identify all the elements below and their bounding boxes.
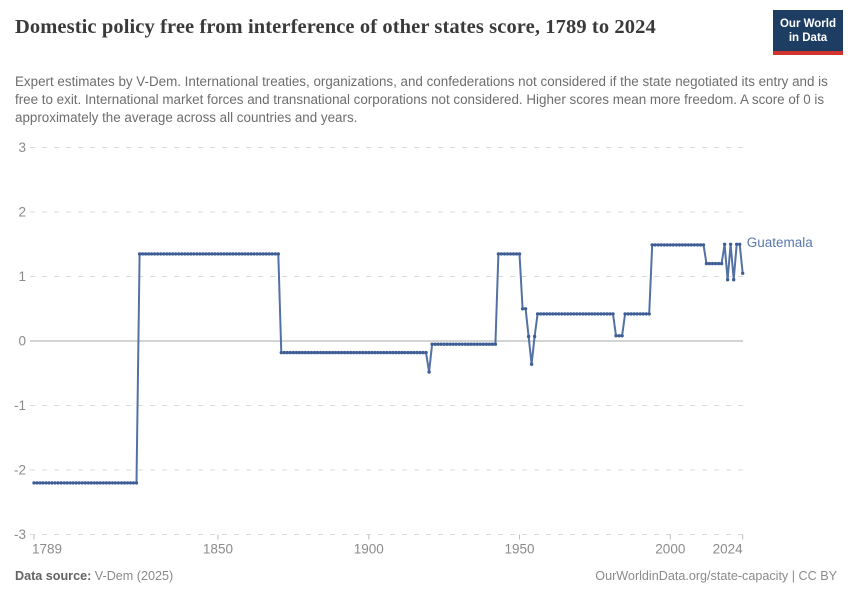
data-point[interactable] xyxy=(400,351,403,354)
data-point[interactable] xyxy=(364,351,367,354)
data-point[interactable] xyxy=(32,481,35,484)
owid-logo-line2: in Data xyxy=(788,32,828,44)
data-point[interactable] xyxy=(123,481,126,484)
data-point[interactable] xyxy=(430,343,433,346)
data-point[interactable] xyxy=(219,252,222,255)
data-point[interactable] xyxy=(485,343,488,346)
data-point[interactable] xyxy=(735,243,738,246)
data-point[interactable] xyxy=(138,252,141,255)
data-point[interactable] xyxy=(711,262,714,265)
data-point[interactable] xyxy=(283,351,286,354)
data-point[interactable] xyxy=(81,481,84,484)
data-point[interactable] xyxy=(56,481,59,484)
data-point[interactable] xyxy=(62,481,65,484)
data-point[interactable] xyxy=(129,481,132,484)
data-point[interactable] xyxy=(207,252,210,255)
data-point[interactable] xyxy=(515,252,518,255)
data-point[interactable] xyxy=(705,262,708,265)
data-point[interactable] xyxy=(394,351,397,354)
data-point[interactable] xyxy=(560,312,563,315)
data-point[interactable] xyxy=(361,351,364,354)
data-point[interactable] xyxy=(349,351,352,354)
data-point[interactable] xyxy=(268,252,271,255)
data-point[interactable] xyxy=(198,252,201,255)
data-point[interactable] xyxy=(464,343,467,346)
data-point[interactable] xyxy=(406,351,409,354)
data-point[interactable] xyxy=(385,351,388,354)
data-point[interactable] xyxy=(521,307,524,310)
data-point[interactable] xyxy=(117,481,120,484)
data-point[interactable] xyxy=(265,252,268,255)
data-source-value: V-Dem (2025) xyxy=(91,569,174,583)
data-point[interactable] xyxy=(427,370,430,373)
data-point[interactable] xyxy=(183,252,186,255)
data-point[interactable] xyxy=(717,262,720,265)
data-point[interactable] xyxy=(373,351,376,354)
data-point[interactable] xyxy=(596,312,599,315)
data-point[interactable] xyxy=(243,252,246,255)
data-point[interactable] xyxy=(509,252,512,255)
data-source xyxy=(15,569,173,583)
x-axis-tick-label: 1950 xyxy=(504,541,535,557)
data-point[interactable] xyxy=(482,343,485,346)
data-point[interactable] xyxy=(50,481,53,484)
data-point[interactable] xyxy=(165,252,168,255)
data-point[interactable] xyxy=(325,351,328,354)
data-point[interactable] xyxy=(44,481,47,484)
data-point[interactable] xyxy=(168,252,171,255)
data-point[interactable] xyxy=(249,252,252,255)
y-axis-tick-label: -1 xyxy=(13,398,26,413)
data-point[interactable] xyxy=(473,343,476,346)
data-point[interactable] xyxy=(334,351,337,354)
data-point[interactable] xyxy=(90,481,93,484)
data-point[interactable] xyxy=(421,351,424,354)
data-point[interactable] xyxy=(635,312,638,315)
data-point[interactable] xyxy=(669,243,672,246)
data-point[interactable] xyxy=(678,243,681,246)
data-point[interactable] xyxy=(322,351,325,354)
data-point[interactable] xyxy=(439,343,442,346)
data-point[interactable] xyxy=(452,343,455,346)
data-point[interactable] xyxy=(569,312,572,315)
data-point[interactable] xyxy=(491,343,494,346)
data-point[interactable] xyxy=(53,481,56,484)
data-point[interactable] xyxy=(277,252,280,255)
data-point[interactable] xyxy=(367,351,370,354)
data-point[interactable] xyxy=(316,351,319,354)
data-point[interactable] xyxy=(271,252,274,255)
data-point[interactable] xyxy=(304,351,307,354)
data-point[interactable] xyxy=(542,312,545,315)
data-point[interactable] xyxy=(75,481,78,484)
data-point[interactable] xyxy=(551,312,554,315)
data-point[interactable] xyxy=(557,312,560,315)
data-point[interactable] xyxy=(672,243,675,246)
data-point[interactable] xyxy=(566,312,569,315)
data-point[interactable] xyxy=(84,481,87,484)
data-point[interactable] xyxy=(714,262,717,265)
data-point[interactable] xyxy=(470,343,473,346)
y-axis-tick-label: -3 xyxy=(13,527,26,542)
data-point[interactable] xyxy=(343,351,346,354)
data-point[interactable] xyxy=(657,243,660,246)
data-point[interactable] xyxy=(222,252,225,255)
data-point[interactable] xyxy=(518,252,521,255)
data-point[interactable] xyxy=(605,312,608,315)
y-axis-tick-label: 3 xyxy=(18,140,26,155)
data-point[interactable] xyxy=(376,351,379,354)
data-point[interactable] xyxy=(262,252,265,255)
data-point[interactable] xyxy=(536,312,539,315)
data-point[interactable] xyxy=(446,343,449,346)
data-point[interactable] xyxy=(663,243,666,246)
series-label-guatemala[interactable]: Guatemala xyxy=(746,235,813,250)
data-point[interactable] xyxy=(213,252,216,255)
data-point[interactable] xyxy=(38,481,41,484)
data-point[interactable] xyxy=(690,243,693,246)
data-point[interactable] xyxy=(623,312,626,315)
data-point[interactable] xyxy=(436,343,439,346)
x-axis-tick-label: 1850 xyxy=(202,541,233,557)
data-point[interactable] xyxy=(99,481,102,484)
data-point[interactable] xyxy=(415,351,418,354)
data-point[interactable] xyxy=(632,312,635,315)
data-point[interactable] xyxy=(702,243,705,246)
data-point[interactable] xyxy=(259,252,262,255)
data-point[interactable] xyxy=(614,334,617,337)
data-point[interactable] xyxy=(307,351,310,354)
data-point[interactable] xyxy=(732,278,735,281)
data-point[interactable] xyxy=(355,351,358,354)
data-point[interactable] xyxy=(687,243,690,246)
data-point[interactable] xyxy=(479,343,482,346)
data-point[interactable] xyxy=(590,312,593,315)
x-axis-tick-label: 1789 xyxy=(32,541,63,557)
data-point[interactable] xyxy=(620,334,623,337)
data-point[interactable] xyxy=(240,252,243,255)
data-point[interactable] xyxy=(228,252,231,255)
data-point[interactable] xyxy=(126,481,129,484)
data-point[interactable] xyxy=(654,243,657,246)
data-point[interactable] xyxy=(572,312,575,315)
data-point[interactable] xyxy=(467,343,470,346)
x-axis-tick-label: 2024 xyxy=(712,541,743,557)
x-axis-tick-label: 1900 xyxy=(353,541,384,557)
data-point[interactable] xyxy=(120,481,123,484)
data-point[interactable] xyxy=(147,252,150,255)
data-point[interactable] xyxy=(675,243,678,246)
data-point[interactable] xyxy=(352,351,355,354)
data-point[interactable] xyxy=(69,481,72,484)
data-point[interactable] xyxy=(681,243,684,246)
data-point[interactable] xyxy=(295,351,298,354)
data-point[interactable] xyxy=(204,252,207,255)
data-point[interactable] xyxy=(319,351,322,354)
data-point[interactable] xyxy=(234,252,237,255)
data-line-guatemala[interactable] xyxy=(34,244,743,483)
data-point[interactable] xyxy=(47,481,50,484)
data-point[interactable] xyxy=(292,351,295,354)
chart-footer xyxy=(15,569,837,583)
data-point[interactable] xyxy=(666,243,669,246)
data-point[interactable] xyxy=(201,252,204,255)
data-point[interactable] xyxy=(639,312,642,315)
data-point[interactable] xyxy=(66,481,69,484)
data-point[interactable] xyxy=(651,243,654,246)
data-point[interactable] xyxy=(648,312,651,315)
data-point[interactable] xyxy=(331,351,334,354)
data-point[interactable] xyxy=(461,343,464,346)
data-point[interactable] xyxy=(156,252,159,255)
x-axis-tick-label: 2000 xyxy=(655,541,686,557)
data-point[interactable] xyxy=(370,351,373,354)
data-point[interactable] xyxy=(289,351,292,354)
data-point[interactable] xyxy=(599,312,602,315)
data-point[interactable] xyxy=(500,252,503,255)
data-point[interactable] xyxy=(174,252,177,255)
data-point[interactable] xyxy=(533,335,536,338)
data-point[interactable] xyxy=(412,351,415,354)
owid-logo[interactable] xyxy=(773,10,843,55)
data-point[interactable] xyxy=(409,351,412,354)
data-point[interactable] xyxy=(210,252,213,255)
data-point[interactable] xyxy=(192,252,195,255)
data-point[interactable] xyxy=(629,312,632,315)
data-point[interactable] xyxy=(246,252,249,255)
data-point[interactable] xyxy=(645,312,648,315)
data-point[interactable] xyxy=(114,481,117,484)
data-point[interactable] xyxy=(225,252,228,255)
data-point[interactable] xyxy=(458,343,461,346)
data-point[interactable] xyxy=(642,312,645,315)
data-point[interactable] xyxy=(548,312,551,315)
data-point[interactable] xyxy=(256,252,259,255)
data-point[interactable] xyxy=(391,351,394,354)
data-point[interactable] xyxy=(497,252,500,255)
data-point[interactable] xyxy=(584,312,587,315)
data-point[interactable] xyxy=(554,312,557,315)
data-point[interactable] xyxy=(696,243,699,246)
y-axis-tick-label: 0 xyxy=(18,333,26,349)
data-point[interactable] xyxy=(171,252,174,255)
data-point[interactable] xyxy=(563,312,566,315)
data-point[interactable] xyxy=(186,252,189,255)
data-point[interactable] xyxy=(379,351,382,354)
data-point[interactable] xyxy=(111,481,114,484)
data-point[interactable] xyxy=(274,252,277,255)
data-point[interactable] xyxy=(141,252,144,255)
y-axis-tick-label: -2 xyxy=(13,462,26,478)
data-point[interactable] xyxy=(78,481,81,484)
data-point[interactable] xyxy=(159,252,162,255)
data-point[interactable] xyxy=(301,351,304,354)
data-point[interactable] xyxy=(177,252,180,255)
data-point[interactable] xyxy=(602,312,605,315)
data-point[interactable] xyxy=(729,243,732,246)
data-point[interactable] xyxy=(286,351,289,354)
owid-credit-link[interactable]: OurWorldinData.org/state-capacity | CC BY xyxy=(595,569,837,583)
data-point[interactable] xyxy=(108,481,111,484)
data-point[interactable] xyxy=(397,351,400,354)
data-point[interactable] xyxy=(403,351,406,354)
data-point[interactable] xyxy=(96,481,99,484)
data-point[interactable] xyxy=(189,252,192,255)
data-point[interactable] xyxy=(310,351,313,354)
data-point[interactable] xyxy=(738,243,741,246)
data-point[interactable] xyxy=(231,252,234,255)
data-source-label: Data source: xyxy=(15,569,92,583)
data-point[interactable] xyxy=(476,343,479,346)
data-point[interactable] xyxy=(494,343,497,346)
data-point[interactable] xyxy=(512,252,515,255)
data-point[interactable] xyxy=(503,252,506,255)
data-point[interactable] xyxy=(87,481,90,484)
data-point[interactable] xyxy=(105,481,108,484)
data-point[interactable] xyxy=(708,262,711,265)
data-point[interactable] xyxy=(506,252,509,255)
data-point[interactable] xyxy=(527,335,530,338)
data-point[interactable] xyxy=(617,334,620,337)
data-point[interactable] xyxy=(424,351,427,354)
data-point[interactable] xyxy=(545,312,548,315)
page-title: Domestic policy free from interference of other states score, 1789 to 2024 xyxy=(15,16,656,38)
data-point[interactable] xyxy=(313,351,316,354)
data-point[interactable] xyxy=(578,312,581,315)
data-point[interactable] xyxy=(611,312,614,315)
data-point[interactable] xyxy=(216,252,219,255)
data-point[interactable] xyxy=(418,351,421,354)
data-point[interactable] xyxy=(252,252,255,255)
data-point[interactable] xyxy=(699,243,702,246)
data-point[interactable] xyxy=(626,312,629,315)
data-point[interactable] xyxy=(530,363,533,366)
data-point[interactable] xyxy=(587,312,590,315)
data-point[interactable] xyxy=(726,278,729,281)
data-point[interactable] xyxy=(93,481,96,484)
data-point[interactable] xyxy=(280,351,283,354)
data-point[interactable] xyxy=(102,481,105,484)
data-point[interactable] xyxy=(153,252,156,255)
data-point[interactable] xyxy=(59,481,62,484)
data-point[interactable] xyxy=(723,243,726,246)
data-point[interactable] xyxy=(455,343,458,346)
data-point[interactable] xyxy=(237,252,240,255)
data-point[interactable] xyxy=(150,252,153,255)
data-point[interactable] xyxy=(660,243,663,246)
data-point[interactable] xyxy=(180,252,183,255)
data-point[interactable] xyxy=(358,351,361,354)
data-point[interactable] xyxy=(41,481,44,484)
data-point[interactable] xyxy=(132,481,135,484)
owid-logo-line1: Our World xyxy=(779,18,836,30)
data-point[interactable] xyxy=(741,272,744,275)
data-point[interactable] xyxy=(340,351,343,354)
data-point[interactable] xyxy=(693,243,696,246)
data-point[interactable] xyxy=(684,243,687,246)
data-point[interactable] xyxy=(720,262,723,265)
data-point[interactable] xyxy=(298,351,301,354)
chart-subtitle: Expert estimates by V-Dem. International treaties, organizations, and confederations not considered if the state negotiated its entry and is free to exit. International market forces and transnational corporations not considered. Higher scores mean more freedom. A score of 0 is approximately the average across all countries and years. xyxy=(15,74,828,125)
data-point[interactable] xyxy=(346,351,349,354)
data-point[interactable] xyxy=(144,252,147,255)
y-axis-tick-label: 1 xyxy=(18,269,26,284)
data-point[interactable] xyxy=(328,351,331,354)
data-point[interactable] xyxy=(539,312,542,315)
data-point[interactable] xyxy=(433,343,436,346)
data-point[interactable] xyxy=(388,351,391,354)
data-point[interactable] xyxy=(195,252,198,255)
data-point[interactable] xyxy=(135,481,138,484)
data-point[interactable] xyxy=(581,312,584,315)
data-point[interactable] xyxy=(575,312,578,315)
data-point[interactable] xyxy=(608,312,611,315)
data-point[interactable] xyxy=(442,343,445,346)
data-point[interactable] xyxy=(162,252,165,255)
data-point[interactable] xyxy=(488,343,491,346)
data-point[interactable] xyxy=(382,351,385,354)
data-point[interactable] xyxy=(72,481,75,484)
data-point[interactable] xyxy=(337,351,340,354)
data-point[interactable] xyxy=(449,343,452,346)
data-point[interactable] xyxy=(593,312,596,315)
data-point[interactable] xyxy=(524,307,527,310)
data-point[interactable] xyxy=(35,481,38,484)
y-axis-tick-label: 2 xyxy=(18,204,26,220)
